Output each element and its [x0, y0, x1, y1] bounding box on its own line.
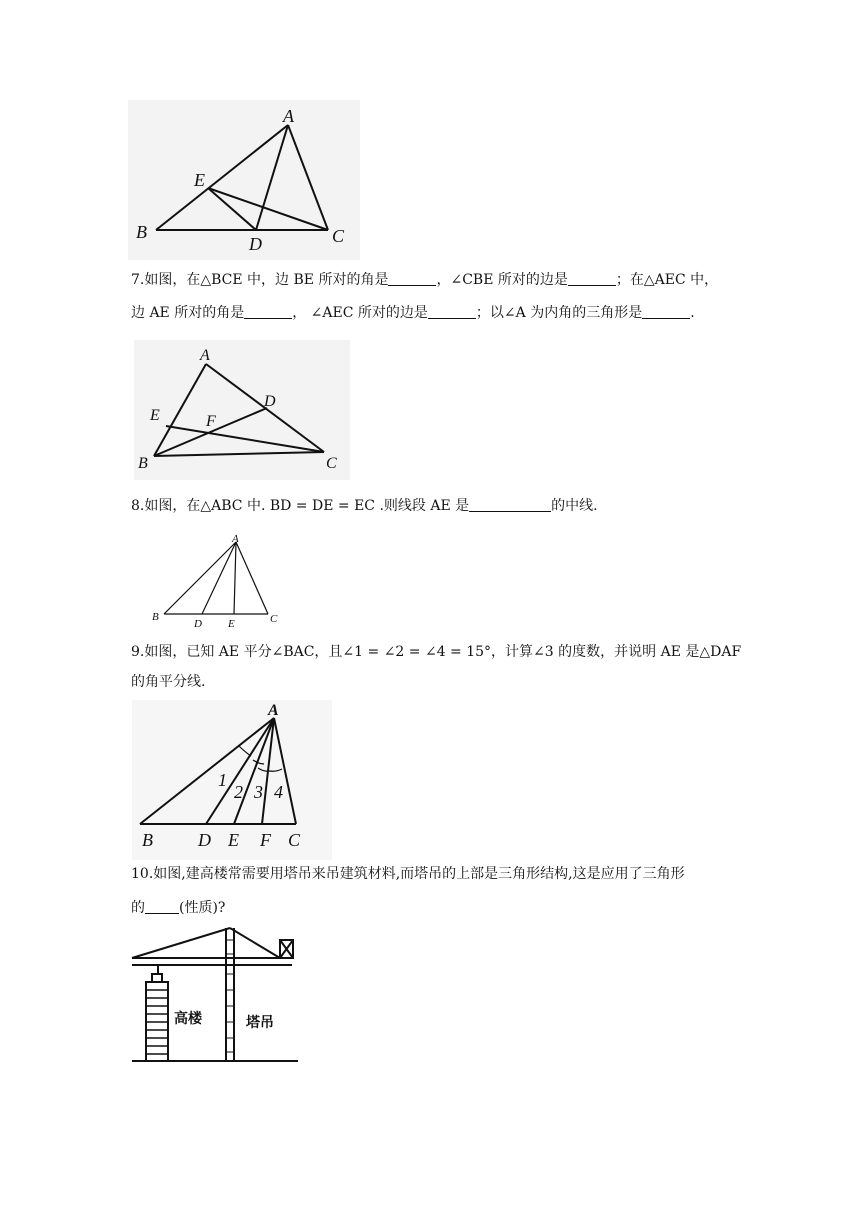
question-9-line-2: 的角平分线. [131, 674, 206, 690]
point-label: D [198, 830, 211, 850]
point-label: B [136, 222, 147, 242]
answer-blank[interactable] [244, 304, 292, 319]
point-label: C [288, 830, 301, 850]
point-label: F [206, 413, 216, 430]
angle-label: 3 [254, 782, 263, 802]
point-label: C [332, 226, 345, 246]
crane-label: 塔吊 [246, 1015, 274, 1031]
crane-tie-left [132, 928, 230, 958]
segment-ac [236, 542, 268, 614]
point-label: B [142, 830, 153, 850]
point-label: D [194, 618, 202, 630]
point-label: E [150, 407, 160, 424]
question-10-line-1: 10.如图,建高楼常需要用塔吊来吊建筑材料,而塔吊的上部是三角形结构,这是应用了三角形 [131, 866, 685, 882]
point-label: A [268, 702, 279, 719]
point-label: E [228, 618, 235, 630]
point-label: D [264, 393, 276, 410]
question-7-line-2: 边 AE 所对的角是 ， ∠AEC 所对的边是 ；以∠A 为内角的三角形是 . [131, 305, 695, 321]
point-label: E [228, 830, 239, 850]
angle-label: 2 [234, 782, 243, 802]
building-label: 高楼 [174, 1011, 202, 1027]
figure-1 [128, 100, 360, 260]
angle-label: 4 [274, 782, 283, 802]
answer-blank[interactable] [145, 899, 179, 914]
point-label: E [194, 170, 205, 190]
question-9-line-1: 9.如图，已知 AE 平分∠BAC，且∠1 = ∠2 = ∠4 = 15°，计算∠3 的度数，并说明 AE 是△DAF [131, 644, 742, 660]
point-label: A [283, 106, 294, 126]
point-label: D [249, 234, 262, 254]
answer-blank[interactable] [428, 304, 476, 319]
mast-rungs [226, 940, 234, 1052]
building-top-block [152, 974, 162, 982]
building-floors [146, 990, 168, 1054]
figure-5-crane [128, 924, 300, 1068]
figure-3 [148, 530, 288, 630]
figure-2 [134, 340, 350, 480]
crane-tie-right [230, 928, 280, 958]
answer-blank[interactable] [388, 271, 436, 286]
point-label: C [270, 613, 278, 625]
question-7-line-1: 7.如图，在△BCE 中，边 BE 所对的角是 ，∠CBE 所对的边是 ；在△AEC 中， [131, 272, 719, 288]
answer-blank[interactable] [469, 497, 551, 512]
segment-ad [202, 542, 236, 614]
point-label: A [200, 347, 210, 364]
point-label: C [326, 455, 337, 472]
figure-4 [132, 700, 332, 860]
question-10-line-2: 的 (性质)? [131, 900, 226, 916]
angle-label: 1 [218, 770, 227, 790]
answer-blank[interactable] [568, 271, 616, 286]
point-label: B [152, 611, 159, 623]
question-8: 8.如图，在△ABC 中. BD = DE = EC .则线段 AE 是 的中线. [131, 498, 598, 514]
answer-blank[interactable] [642, 304, 690, 319]
point-label: B [138, 455, 148, 472]
point-label: A [232, 533, 239, 545]
segment-ae [234, 542, 236, 614]
point-label: F [260, 830, 271, 850]
segment-ba [164, 542, 236, 614]
